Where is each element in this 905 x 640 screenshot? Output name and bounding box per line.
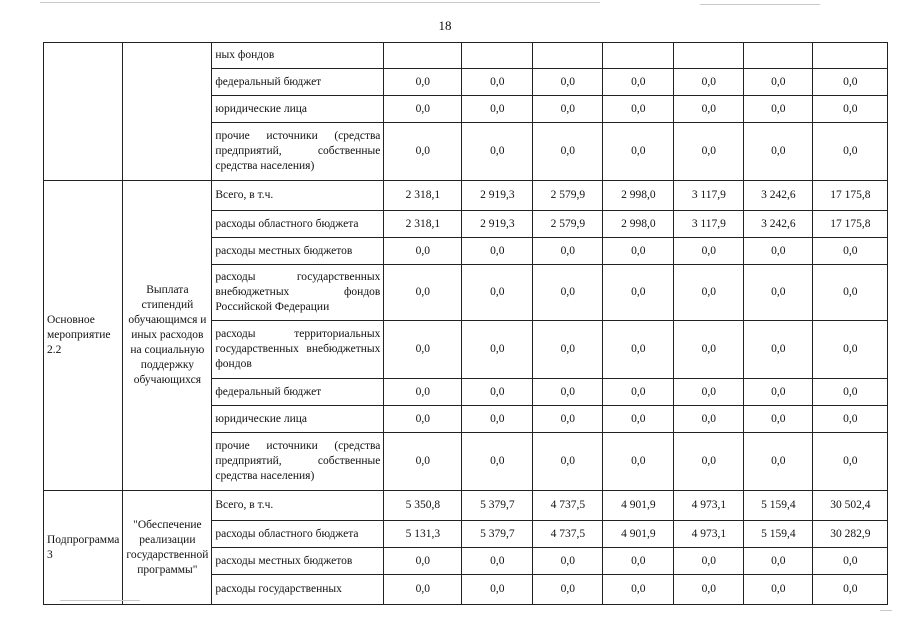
year-value-cell: 0,0 <box>384 379 462 406</box>
year-value-cell: 0,0 <box>674 69 744 96</box>
year-value-cell: 0,0 <box>384 575 462 605</box>
year-value-cell: 3 242,6 <box>744 181 813 211</box>
year-value-cell: 0,0 <box>674 321 744 379</box>
year-value-cell: 0,0 <box>744 575 813 605</box>
total-value-cell: 30 282,9 <box>813 521 888 548</box>
table-row <box>44 181 888 211</box>
year-value-cell: 0,0 <box>533 575 603 605</box>
funding-source-label: расходы территориальных государственных внебюджетных фондов <box>212 321 384 379</box>
year-value-cell: 0,0 <box>533 69 603 96</box>
year-value-cell: 0,0 <box>674 575 744 605</box>
year-value-cell: 0,0 <box>384 96 462 123</box>
year-value-cell: 0,0 <box>674 123 744 181</box>
year-value-cell: 0,0 <box>603 433 674 491</box>
year-value-cell: 0,0 <box>603 406 674 433</box>
year-value-cell: 5 379,7 <box>462 521 533 548</box>
total-value-cell: 0,0 <box>813 433 888 491</box>
total-value-cell: 0,0 <box>813 406 888 433</box>
year-value-cell: 0,0 <box>462 548 533 575</box>
year-value-cell: 0,0 <box>384 238 462 265</box>
total-value-cell: 0,0 <box>813 379 888 406</box>
year-value-cell: 0,0 <box>462 379 533 406</box>
year-value-cell: 0,0 <box>384 321 462 379</box>
total-value-cell: 17 175,8 <box>813 211 888 238</box>
total-value-cell: 0,0 <box>813 265 888 321</box>
year-value-cell: 0,0 <box>533 321 603 379</box>
year-value-cell: 0,0 <box>744 265 813 321</box>
year-value-cell: 0,0 <box>603 69 674 96</box>
year-value-cell: 4 973,1 <box>674 521 744 548</box>
year-value-cell <box>603 43 674 69</box>
year-value-cell: 0,0 <box>744 123 813 181</box>
funding-source-label: юридические лица <box>212 96 384 123</box>
year-value-cell: 0,0 <box>533 379 603 406</box>
year-value-cell: 0,0 <box>533 96 603 123</box>
year-value-cell: 2 579,9 <box>533 211 603 238</box>
year-value-cell: 0,0 <box>384 406 462 433</box>
year-value-cell: 0,0 <box>462 69 533 96</box>
year-value-cell: 4 901,9 <box>603 491 674 521</box>
year-value-cell: 0,0 <box>744 321 813 379</box>
year-value-cell: 0,0 <box>674 548 744 575</box>
year-value-cell: 5 350,8 <box>384 491 462 521</box>
funding-source-label: ных фондов <box>212 43 384 69</box>
program-name-cell <box>123 43 212 181</box>
funding-source-label: юридические лица <box>212 406 384 433</box>
scan-artifact <box>40 2 600 3</box>
program-code-cell: Подпрограмма 3 <box>44 491 123 605</box>
funding-source-label: расходы областного бюджета <box>212 521 384 548</box>
year-value-cell: 5 159,4 <box>744 491 813 521</box>
scan-artifact <box>880 610 892 611</box>
year-value-cell: 5 159,4 <box>744 521 813 548</box>
year-value-cell: 0,0 <box>462 123 533 181</box>
year-value-cell: 4 737,5 <box>533 491 603 521</box>
page-number: 18 <box>438 18 452 33</box>
year-value-cell <box>674 43 744 69</box>
year-value-cell: 0,0 <box>603 379 674 406</box>
year-value-cell: 4 901,9 <box>603 521 674 548</box>
year-value-cell: 5 379,7 <box>462 491 533 521</box>
year-value-cell: 0,0 <box>744 238 813 265</box>
total-value-cell: 30 502,4 <box>813 491 888 521</box>
funding-source-label: прочие источники (средства предприятий, собственные средства населения) <box>212 433 384 491</box>
year-value-cell: 0,0 <box>744 96 813 123</box>
year-value-cell: 0,0 <box>603 238 674 265</box>
year-value-cell: 0,0 <box>462 321 533 379</box>
year-value-cell: 2 998,0 <box>603 181 674 211</box>
total-value-cell: 17 175,8 <box>813 181 888 211</box>
year-value-cell: 0,0 <box>744 433 813 491</box>
table-row <box>44 43 888 69</box>
program-name-cell: Выплата стипендий обучающимся и иных расходов на социальную поддержку обучающихся <box>123 181 212 491</box>
year-value-cell: 0,0 <box>744 69 813 96</box>
total-value-cell: 0,0 <box>813 321 888 379</box>
funding-source-label: федеральный бюджет <box>212 69 384 96</box>
total-value-cell: 0,0 <box>813 575 888 605</box>
year-value-cell: 0,0 <box>603 96 674 123</box>
year-value-cell: 0,0 <box>603 548 674 575</box>
year-value-cell: 2 318,1 <box>384 181 462 211</box>
total-value-cell: 0,0 <box>813 69 888 96</box>
year-value-cell: 0,0 <box>674 96 744 123</box>
year-value-cell: 0,0 <box>744 379 813 406</box>
year-value-cell: 0,0 <box>462 406 533 433</box>
year-value-cell: 0,0 <box>533 548 603 575</box>
funding-source-label: прочие источники (средства предприятий, собственные средства населения) <box>212 123 384 181</box>
total-value-cell <box>813 43 888 69</box>
year-value-cell: 0,0 <box>384 265 462 321</box>
year-value-cell: 0,0 <box>603 575 674 605</box>
year-value-cell: 0,0 <box>533 123 603 181</box>
funding-source-label: расходы областного бюджета <box>212 211 384 238</box>
funding-source-label: федеральный бюджет <box>212 379 384 406</box>
year-value-cell: 0,0 <box>462 96 533 123</box>
total-value-cell: 0,0 <box>813 123 888 181</box>
total-value-cell: 0,0 <box>813 96 888 123</box>
year-value-cell: 0,0 <box>674 265 744 321</box>
year-value-cell: 0,0 <box>744 406 813 433</box>
year-value-cell: 2 998,0 <box>603 211 674 238</box>
year-value-cell: 3 242,6 <box>744 211 813 238</box>
year-value-cell: 4 737,5 <box>533 521 603 548</box>
year-value-cell: 3 117,9 <box>674 181 744 211</box>
year-value-cell: 0,0 <box>533 265 603 321</box>
year-value-cell: 0,0 <box>462 575 533 605</box>
year-value-cell: 5 131,3 <box>384 521 462 548</box>
year-value-cell: 0,0 <box>674 238 744 265</box>
total-value-cell: 0,0 <box>813 548 888 575</box>
total-value-cell: 0,0 <box>813 238 888 265</box>
year-value-cell: 0,0 <box>674 379 744 406</box>
year-value-cell: 2 919,3 <box>462 211 533 238</box>
program-name-cell: "Обеспечение реализации государственной программы" <box>123 491 212 605</box>
year-value-cell: 0,0 <box>603 123 674 181</box>
year-value-cell: 0,0 <box>462 238 533 265</box>
scan-artifact <box>700 4 820 5</box>
year-value-cell <box>384 43 462 69</box>
year-value-cell <box>533 43 603 69</box>
year-value-cell: 0,0 <box>462 433 533 491</box>
year-value-cell <box>462 43 533 69</box>
year-value-cell: 0,0 <box>674 406 744 433</box>
year-value-cell: 4 973,1 <box>674 491 744 521</box>
year-value-cell: 0,0 <box>603 321 674 379</box>
funding-source-label: расходы государственных внебюджетных фондов Российской Федерации <box>212 265 384 321</box>
funding-source-label: Всего, в т.ч. <box>212 181 384 211</box>
program-code-cell <box>44 43 123 181</box>
year-value-cell: 0,0 <box>533 238 603 265</box>
year-value-cell: 3 117,9 <box>674 211 744 238</box>
year-value-cell: 0,0 <box>674 433 744 491</box>
year-value-cell: 0,0 <box>384 123 462 181</box>
scan-artifact <box>60 600 140 601</box>
funding-source-label: расходы государственных <box>212 575 384 605</box>
funding-source-label: расходы местных бюджетов <box>212 238 384 265</box>
year-value-cell: 2 579,9 <box>533 181 603 211</box>
year-value-cell: 0,0 <box>603 265 674 321</box>
funding-source-label: расходы местных бюджетов <box>212 548 384 575</box>
year-value-cell: 2 318,1 <box>384 211 462 238</box>
year-value-cell <box>744 43 813 69</box>
year-value-cell: 0,0 <box>744 548 813 575</box>
year-value-cell: 0,0 <box>533 433 603 491</box>
year-value-cell: 0,0 <box>462 265 533 321</box>
program-code-cell: Основное мероприятие 2.2 <box>44 181 123 491</box>
budget-table <box>43 42 888 605</box>
year-value-cell: 0,0 <box>384 548 462 575</box>
year-value-cell: 0,0 <box>533 406 603 433</box>
year-value-cell: 0,0 <box>384 69 462 96</box>
table-row <box>44 491 888 521</box>
funding-source-label: Всего, в т.ч. <box>212 491 384 521</box>
year-value-cell: 0,0 <box>384 433 462 491</box>
year-value-cell: 2 919,3 <box>462 181 533 211</box>
